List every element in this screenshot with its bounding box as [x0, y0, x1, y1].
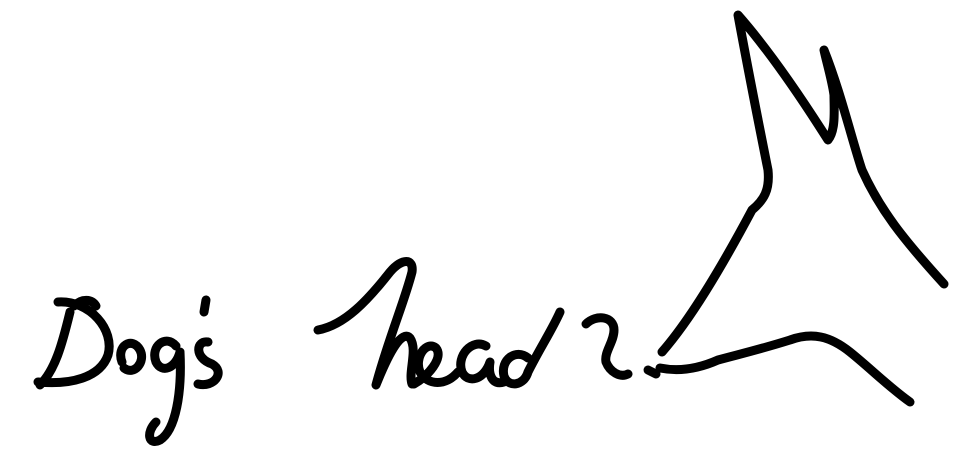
- question-mark-dot: [648, 370, 656, 374]
- letter-o: [121, 343, 142, 370]
- ink-strokes: [38, 15, 944, 441]
- apostrophe: [204, 300, 206, 312]
- dog-head-outline-icon: [660, 15, 944, 402]
- letter-d-lower: [503, 312, 560, 384]
- letter-a: [461, 344, 504, 383]
- letter-d-stroke: [40, 312, 70, 385]
- letter-h: [318, 262, 413, 386]
- letter-e: [414, 346, 458, 384]
- letter-g: [150, 341, 181, 441]
- question-mark-hook: [586, 318, 628, 376]
- letter-s: [198, 342, 218, 385]
